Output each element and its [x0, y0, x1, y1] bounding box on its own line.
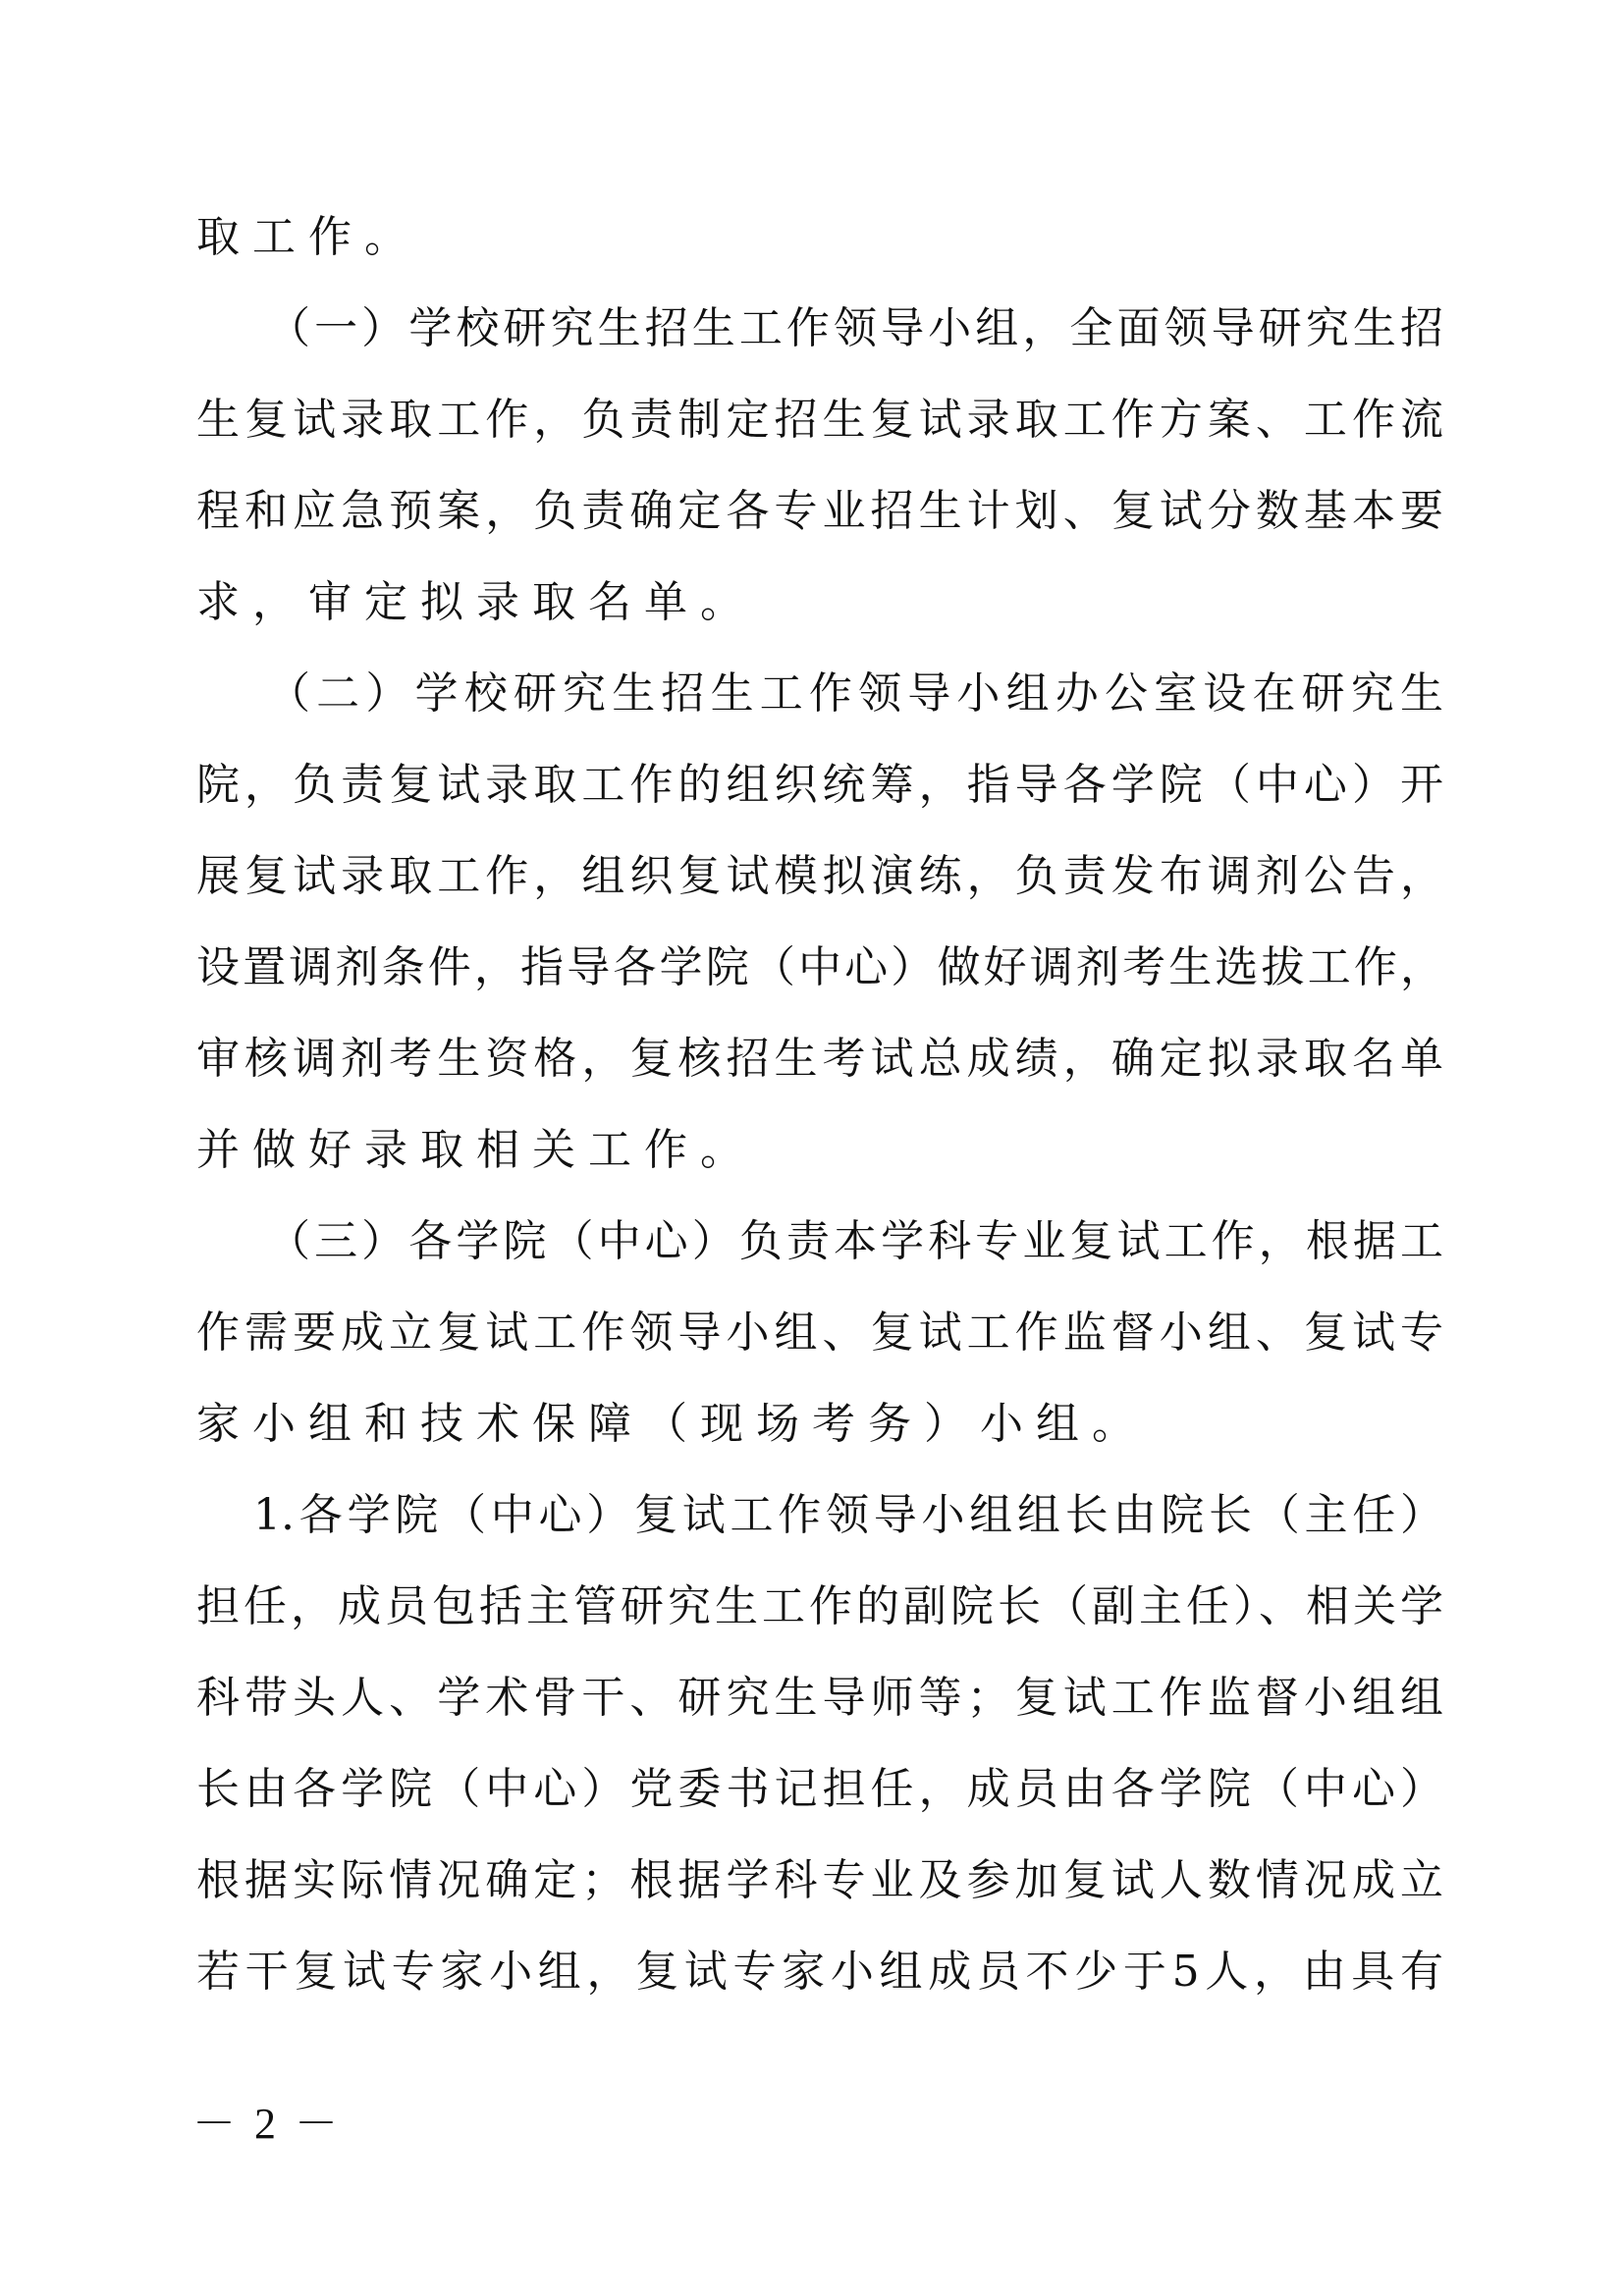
text-line: 长由各学院（中心）党委书记担任，成员由各学院（中心） — [196, 1764, 1443, 1814]
document-body — [196, 191, 1443, 2017]
text-line: 程和应急预案，负责确定各专业招生计划、复试分数基本要 — [196, 486, 1443, 536]
text-line: （一）学校研究生招生工作领导小组，全面领导研究生招 — [267, 303, 1443, 353]
text-line: 展复试录取工作，组织复试模拟演练，负责发布调剂公告， — [196, 851, 1443, 901]
text-line: 取工作。 — [196, 212, 420, 262]
text-line: 并做好录取相关工作。 — [196, 1125, 756, 1175]
text-line: 1.各学院（中心）复试工作领导小组组长由院长（主任） — [253, 1490, 1443, 1540]
text-line: 设置调剂条件，指导各学院（中心）做好调剂考生选拔工作， — [196, 942, 1443, 992]
text-line: 院，负责复试录取工作的组织统筹，指导各学院（中心）开 — [196, 760, 1443, 810]
text-line: 担任，成员包括主管研究生工作的副院长（副主任）、相关学 — [196, 1581, 1443, 1631]
text-line: （三）各学院（中心）负责本学科专业复试工作，根据工 — [267, 1216, 1443, 1266]
text-line: 家小组和技术保障（现场考务）小组。 — [196, 1399, 1148, 1449]
text-line: 审核调剂考生资格，复核招生考试总成绩，确定拟录取名单 — [196, 1034, 1443, 1084]
text-line: 根据实际情况确定；根据学科专业及参加复试人数情况成立 — [196, 1855, 1443, 1905]
text-line: 作需要成立复试工作领导小组、复试工作监督小组、复试专 — [196, 1308, 1443, 1358]
text-line: 生复试录取工作，负责制定招生复试录取工作方案、工作流 — [196, 395, 1443, 445]
text-line: 科带头人、学术骨干、研究生导师等；复试工作监督小组组 — [196, 1673, 1443, 1723]
text-line: 若干复试专家小组，复试专家小组成员不少于5人，由具有 — [196, 1947, 1443, 1997]
text-line: （二）学校研究生招生工作领导小组办公室设在研究生 — [267, 668, 1443, 719]
page-number: － 2 － — [192, 2100, 342, 2148]
text-line: 求，审定拟录取名单。 — [196, 577, 756, 627]
